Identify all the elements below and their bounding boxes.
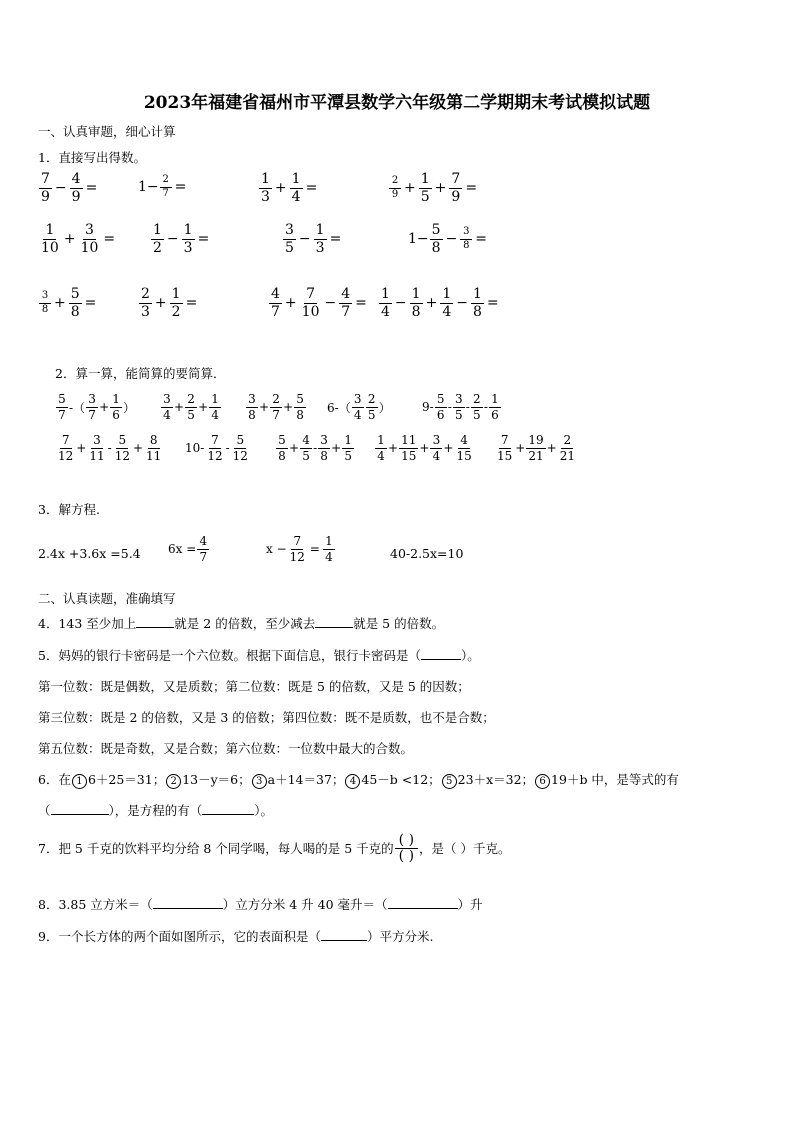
q4-blank-2[interactable] — [315, 615, 353, 628]
q1-item-4: $\frac{2}{9}$ + $\frac{1}{5}$ + $\frac{7}{9}$ = — [388, 172, 479, 204]
q1-item-5: $\frac{1}{10}$ + $\frac{3}{10}$ = — [41, 222, 116, 256]
q5-line-2: 第三位数：既是 2 的倍数，又是 3 的倍数；第四位数：既不是质数，也不是合数； — [38, 710, 495, 725]
q3-eq-2: 6x = $\frac{4}{7}$ — [168, 535, 210, 563]
q6-blank-1[interactable] — [51, 802, 109, 815]
q1-item-7: $\frac{3}{5}$ − $\frac{1}{3}$ = — [285, 222, 342, 256]
circle-number-1: 1 — [72, 774, 87, 789]
q3-label: 3．解方程. — [38, 502, 100, 517]
q6-line-1: 6．在 1 6＋25＝31； 2 13－y＝6； 3 a＋14＝37； 4 45－b <12； 5 23＋x＝32； 6 19＋b 中，是等式的有 — [38, 772, 679, 787]
q2-r2-e3: $\frac{5}{8}$ + $\frac{4}{5}$ - $\frac{3}{8}$ + $\frac{1}{5}$ — [275, 434, 355, 462]
q6-blank-2[interactable] — [202, 802, 254, 815]
circle-number-2: 2 — [166, 774, 181, 789]
q1-label: 1．直接写出得数。 — [38, 150, 146, 165]
q1-item-9: $\frac{3}{8}$ + $\frac{5}{8}$ = — [38, 287, 98, 319]
q2-r1-e5: 9- $\frac{5}{6}$ - $\frac{3}{5}$ - $\frac{2}{5}$ - $\frac{1}{6}$ — [422, 393, 502, 421]
q9-blank[interactable] — [321, 928, 367, 941]
q2-r2-e5: $\frac{7}{15}$ + $\frac{19}{21}$ + $\frac{2}{21}$ — [497, 433, 575, 463]
q2-r1-e1: $\frac{5}{7}$ -（ $\frac{3}{7}$ + $\frac{1}{6}$ ） — [55, 393, 135, 421]
circle-number-6: 6 — [535, 774, 550, 789]
q2-r2-e1: $\frac{7}{12}$ + $\frac{3}{11}$ - $\frac{5}{12}$ + $\frac{8}{11}$ — [58, 433, 162, 463]
q2-r1-e2: $\frac{3}{4}$ + $\frac{2}{5}$ + $\frac{1}{4}$ — [160, 393, 222, 421]
q6-line-2: （ ），是方程的有（ ）。 — [38, 803, 274, 818]
q2-r2-e2: 10- $\frac{7}{12}$ - $\frac{5}{12}$ — [185, 433, 248, 463]
q4: 4．143 至少加上 就是 2 的倍数，至少减去 就是 5 的倍数。 — [38, 616, 445, 631]
q9: 9．一个长方体的两个面如图所示，它的表面积是（ ）平方分米. — [38, 929, 434, 944]
q5-line-3: 第五位数：既是奇数，又是合数；第六位数：一位数中最大的合数。 — [38, 741, 414, 756]
q2-r1-e4: 6-（ $\frac{3}{4}$ $\frac{2}{5}$ ） — [327, 392, 391, 422]
q1-item-3: $\frac{1}{3}$ + $\frac{1}{4}$ = — [261, 171, 318, 205]
circle-number-3: 3 — [252, 774, 267, 789]
q1-item-2: 1− $\frac{2}{7}$ = — [138, 174, 187, 199]
section-1-heading: 一、认真审题，细心计算 — [38, 124, 176, 139]
q8: 8．3.85 立方米＝（ ）立方分米 4 升 40 毫升＝（ ）升 — [38, 897, 483, 912]
q5: 5．妈妈的银行卡密码是一个六位数。根据下面信息，银行卡密码是（ ）。 — [38, 648, 480, 663]
q8-blank-1[interactable] — [153, 896, 223, 909]
section-2-heading: 二、认真读题，准确填写 — [38, 591, 176, 606]
page-title: 2023年福建省福州市平潭县数学六年级第二学期期末考试模拟试题 — [143, 93, 651, 113]
q4-blank-1[interactable] — [136, 615, 174, 628]
q2-r1-e3: $\frac{3}{8}$ + $\frac{2}{7}$ + $\frac{5}{8}$ — [245, 393, 307, 421]
q1-item-6: $\frac{1}{2}$ − $\frac{1}{3}$ = — [153, 222, 210, 256]
q7: 7．把 5 千克的饮料平均分给 8 个同学喝，每人喝的是 5 千克的 $\frac{( )}{( )}$ ，是（ ）千克。 — [38, 832, 511, 864]
q3-eq-3: x − $\frac{7}{12}$ = $\frac{1}{4}$ — [266, 535, 336, 563]
q1-item-8: 1− $\frac{5}{8}$ − $\frac{3}{8}$ = — [408, 222, 488, 256]
q3-eq-4: 40-2.5x=10 — [390, 546, 464, 561]
circle-number-5: 5 — [442, 774, 457, 789]
q3-eq-1: 2.4x +3.6x =5.4 — [38, 546, 141, 561]
q2-r2-e4: $\frac{1}{4}$ + $\frac{11}{15}$ + $\frac{3}{4}$ + $\frac{4}{15}$ — [374, 434, 475, 462]
q8-blank-2[interactable] — [388, 896, 458, 909]
q2-label: 2．算一算，能简算的要简算． — [55, 366, 226, 381]
q5-line-1: 第一位数：既是偶数，又是质数；第二位数：既是 5 的倍数，又是 5 的因数； — [38, 679, 470, 694]
q1-item-12: $\frac{1}{4}$ − $\frac{1}{8}$ + $\frac{1}{4}$ − $\frac{1}{8}$ = — [381, 286, 499, 320]
q1-item-1: $\frac{7}{9}$ − $\frac{4}{9}$ = — [41, 171, 98, 205]
q1-item-11: $\frac{4}{7}$ + $\frac{7}{10}$ − $\frac{4}{7}$ = — [271, 286, 367, 320]
q5-blank[interactable] — [421, 647, 461, 660]
q1-item-10: $\frac{2}{3}$ + $\frac{1}{2}$ = — [141, 286, 198, 320]
circle-number-4: 4 — [345, 774, 360, 789]
